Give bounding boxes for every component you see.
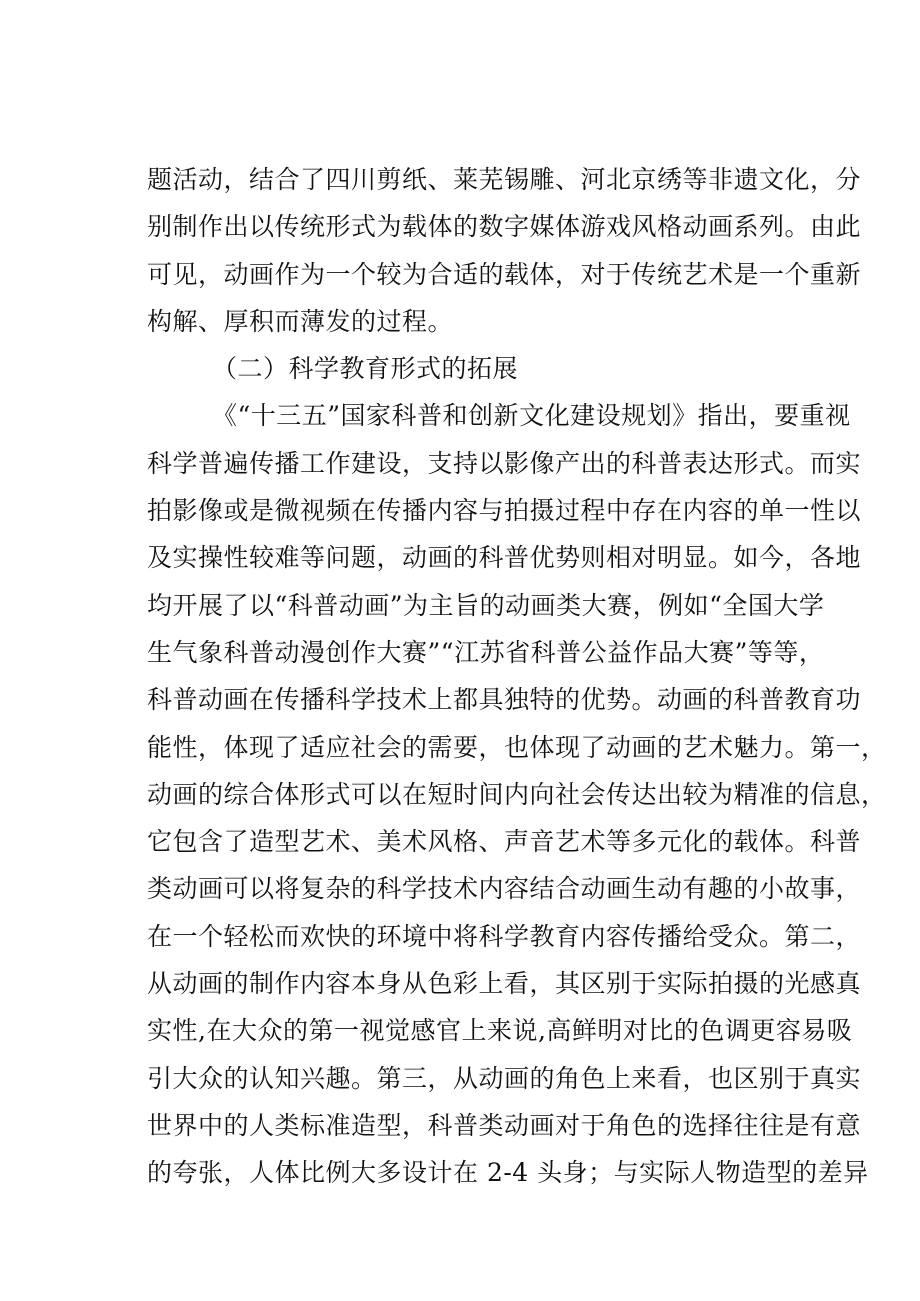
text-line: 科学普遍传播工作建设，支持以影像产出的科普表达形式。而实 <box>147 448 862 478</box>
text-line: 实性,在大众的第一视觉感官上来说,高鲜明对比的色调更容易吸 <box>147 1016 853 1046</box>
text-line: 科普动画在传播科学技术上都具独特的优势。动画的科普教育功 <box>147 685 862 715</box>
text-line: 它包含了造型艺术、美术风格、声音艺术等多元化的载体。科普 <box>147 827 862 857</box>
paragraph-start-line: 《“十三五”国家科普和创新文化建设规划》指出，要重视 <box>212 401 851 431</box>
text-line: 生气象科普动漫创作大赛”“江苏省科普公益作品大赛”等等， <box>147 637 825 667</box>
text-line: 均开展了以“科普动画”为主旨的动画类大赛，例如“全国大学 <box>147 590 825 620</box>
text-line: 拍影像或是微视频在传播内容与拍摄过程中存在内容的单一性以 <box>147 496 862 526</box>
section-heading: （二）科学教育形式的拓展 <box>212 354 519 384</box>
text-line: 的夸张，人体比例大多设计在 2-4 头身；与实际人物造型的差异 <box>147 1158 869 1188</box>
body-text <box>147 156 887 1197</box>
text-line: 引大众的认知兴趣。第三，从动画的角色上来看，也区别于真实 <box>147 1063 862 1093</box>
text-line: 类动画可以将复杂的科学技术内容结合动画生动有趣的小故事， <box>147 874 862 904</box>
text-line: 在一个轻松而欢快的环境中将科学教育内容传播给受众。第二， <box>147 921 862 951</box>
text-line: 题活动，结合了四川剪纸、莱芜锡雕、河北京绣等非遗文化，分 <box>147 165 862 194</box>
text-line: 构解、厚积而薄发的过程。 <box>147 306 454 336</box>
text-line: 可见，动画作为一个较为合适的载体，对于传统艺术是一个重新 <box>147 259 862 289</box>
text-line: 从动画的制作内容本身从色彩上看，其区别于实际拍摄的光感真 <box>147 969 862 999</box>
text-line: 别制作出以传统形式为载体的数字媒体游戏风格动画系列。由此 <box>147 212 862 242</box>
text-line: 能性，体现了适应社会的需要，也体现了动画的艺术魅力。第一， <box>147 732 887 762</box>
text-line: 动画的综合体形式可以在短时间内向社会传达出较为精准的信息， <box>147 779 887 809</box>
text-line: 世界中的人类标准造型，科普类动画对于角色的选择往往是有意 <box>147 1110 862 1140</box>
text-line: 及实操性较难等问题，动画的科普优势则相对明显。如今，各地 <box>147 543 862 573</box>
